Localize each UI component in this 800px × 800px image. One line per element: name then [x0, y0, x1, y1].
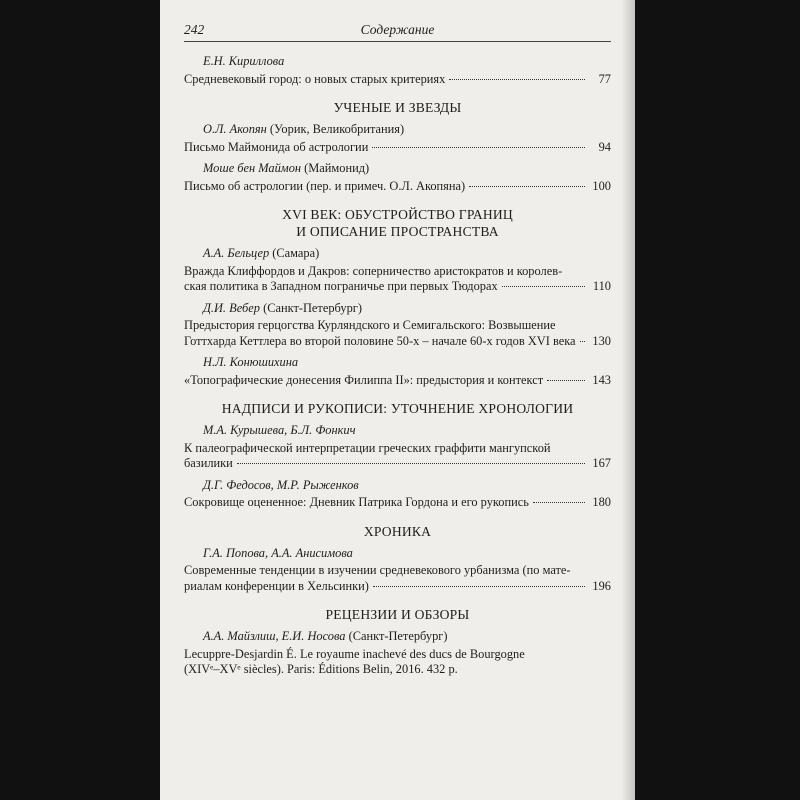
author-affiliation: (Санкт-Петербург): [345, 629, 448, 643]
author-line: [203, 355, 611, 371]
author-name: Моше бен Маймон: [203, 161, 302, 175]
entry-page-number: 100: [592, 178, 611, 193]
author-line: [203, 629, 611, 645]
entry-title-text: Предыстория герцогства Курляндского и Семигальского: Возвышение: [184, 318, 556, 332]
entry-title-text: Готтхарда Кеттлера во второй половине 50-х – начале 60-х годов XVI века: [184, 333, 576, 348]
entry-last-line: [184, 495, 611, 511]
entry-title-text: Вражда Клиффордов и Дакров: соперничество аристократов и королев-: [184, 263, 563, 278]
entry-page-number: 180: [592, 495, 611, 509]
entry-title-text: риалам конференции в Хельсинки): [184, 578, 369, 593]
dot-leader: [547, 380, 585, 381]
section-heading-line: ХРОНИКА: [363, 523, 432, 539]
dot-leader: [502, 286, 585, 287]
section-heading-line: УЧЕНЫЕ И ЗВЕЗДЫ: [333, 100, 462, 115]
dot-leader: [373, 586, 585, 587]
dot-leader: [580, 341, 585, 342]
section-heading: [184, 606, 611, 623]
entry-last-line: [184, 179, 611, 195]
table-of-contents: [184, 48, 611, 678]
author-line: [203, 161, 611, 177]
toc-entry[interactable]: [184, 563, 611, 594]
entry-page-number: 143: [592, 372, 611, 387]
page-number: 242: [184, 22, 205, 37]
author-name: Е.Н. Кириллова: [203, 54, 285, 68]
author-affiliation: (Маймонид): [301, 161, 370, 175]
toc-entry[interactable]: [184, 264, 611, 295]
toc-entry[interactable]: [184, 441, 611, 472]
entry-title-text: Средневековый город: о новых старых критериях: [184, 71, 446, 86]
author-line: [203, 54, 611, 70]
entry-last-line: [184, 334, 611, 350]
toc-entry[interactable]: [184, 647, 611, 678]
entry-title-text: Письмо об астрологии (пер. и примеч. О.Л. Акопяна): [184, 178, 466, 193]
running-title: Содержание: [360, 22, 435, 37]
section-heading: [184, 523, 611, 540]
entry-last-line: [184, 456, 611, 472]
entry-last-line: [184, 72, 611, 88]
entry-title-text: ская политика в Западном пограничье при первых Тюдорах: [184, 279, 498, 293]
toc-entry[interactable]: [184, 140, 611, 156]
entry-title-text: Письмо Маймонида об астрологии: [184, 139, 369, 154]
author-name: Д.Г. Федосов, М.Р. Рыженков: [203, 477, 359, 492]
author-line: [203, 478, 611, 494]
entry-last-line: [184, 579, 611, 595]
entry-last-line: [184, 140, 611, 156]
page-shadow: [621, 0, 635, 800]
author-name: Н.Л. Конюшихина: [203, 355, 299, 369]
author-affiliation: (Санкт-Петербург): [259, 300, 362, 315]
author-name: А.А. Майзлиш, Е.И. Носова: [203, 629, 346, 643]
toc-entry[interactable]: [184, 179, 611, 195]
dot-leader: [469, 186, 585, 187]
toc-entry[interactable]: [184, 495, 611, 511]
dot-leader: [533, 502, 585, 503]
entry-title-text: «Топографические донесения Филиппа II»: предыстория и контекст: [184, 372, 544, 387]
entry-page-number: 94: [598, 139, 611, 154]
section-heading: [184, 206, 611, 240]
entry-page-number: 196: [592, 578, 611, 593]
entry-title-text: Lecuppre-Desjardin É. Le royaume inachevé des ducs de Bourgogne: [184, 646, 525, 661]
author-line: [203, 423, 611, 439]
book-page: [160, 0, 635, 800]
author-line: [203, 301, 611, 317]
toc-entry[interactable]: [184, 72, 611, 88]
entry-title-text: базилики: [184, 456, 233, 470]
author-line: [203, 246, 611, 262]
dot-leader: [372, 147, 585, 148]
entry-last-line: [184, 373, 611, 389]
toc-entry[interactable]: [184, 318, 611, 349]
author-line: [203, 546, 611, 562]
author-name: Д.И. Вебер: [203, 300, 260, 315]
dot-leader: [237, 463, 585, 464]
running-header: [184, 18, 611, 40]
entry-title-text: К палеографической интерпретации греческих граффити мангупской: [184, 440, 551, 455]
author-name: М.А. Курышева, Б.Л. Фонкич: [203, 423, 356, 437]
entry-page-number: 110: [592, 279, 611, 293]
author-affiliation: (Уорик, Великобритания): [266, 122, 405, 136]
entry-title-text: Современные тенденции в изучении средневекового урбанизма (по мате-: [184, 563, 571, 577]
header-rule: [184, 41, 611, 42]
section-heading-line: И ОПИСАНИЕ ПРОСТРАНСТВА: [296, 224, 499, 239]
section-heading-line: РЕЦЕНЗИИ И ОБЗОРЫ: [325, 607, 470, 622]
section-heading: [184, 400, 611, 417]
entry-page-number: 130: [592, 333, 611, 348]
entry-title-text: (XIVᵉ–XVᵉ siècles). Paris: Éditions Belin, 2016. 432 p.: [184, 662, 458, 676]
author-line: [203, 122, 611, 138]
entry-page-number: 167: [592, 456, 611, 470]
dot-leader: [449, 79, 585, 80]
section-heading-line: XVI ВЕК: ОБУСТРОЙСТВО ГРАНИЦ: [282, 207, 513, 222]
author-name: Г.А. Попова, А.А. Анисимова: [203, 545, 353, 560]
author-name: А.А. Бельцер: [203, 246, 270, 260]
toc-entry[interactable]: [184, 373, 611, 389]
author-name: О.Л. Акопян: [203, 122, 267, 136]
entry-title-text: Сокровище оцененное: Дневник Патрика Гордона и его рукопись: [184, 495, 529, 509]
section-heading: [184, 99, 611, 116]
author-affiliation: (Самара): [269, 246, 320, 260]
entry-last-line: [184, 279, 611, 295]
entry-page-number: 77: [598, 71, 611, 86]
section-heading-line: НАДПИСИ И РУКОПИСИ: УТОЧНЕНИЕ ХРОНОЛОГИИ: [221, 401, 574, 416]
